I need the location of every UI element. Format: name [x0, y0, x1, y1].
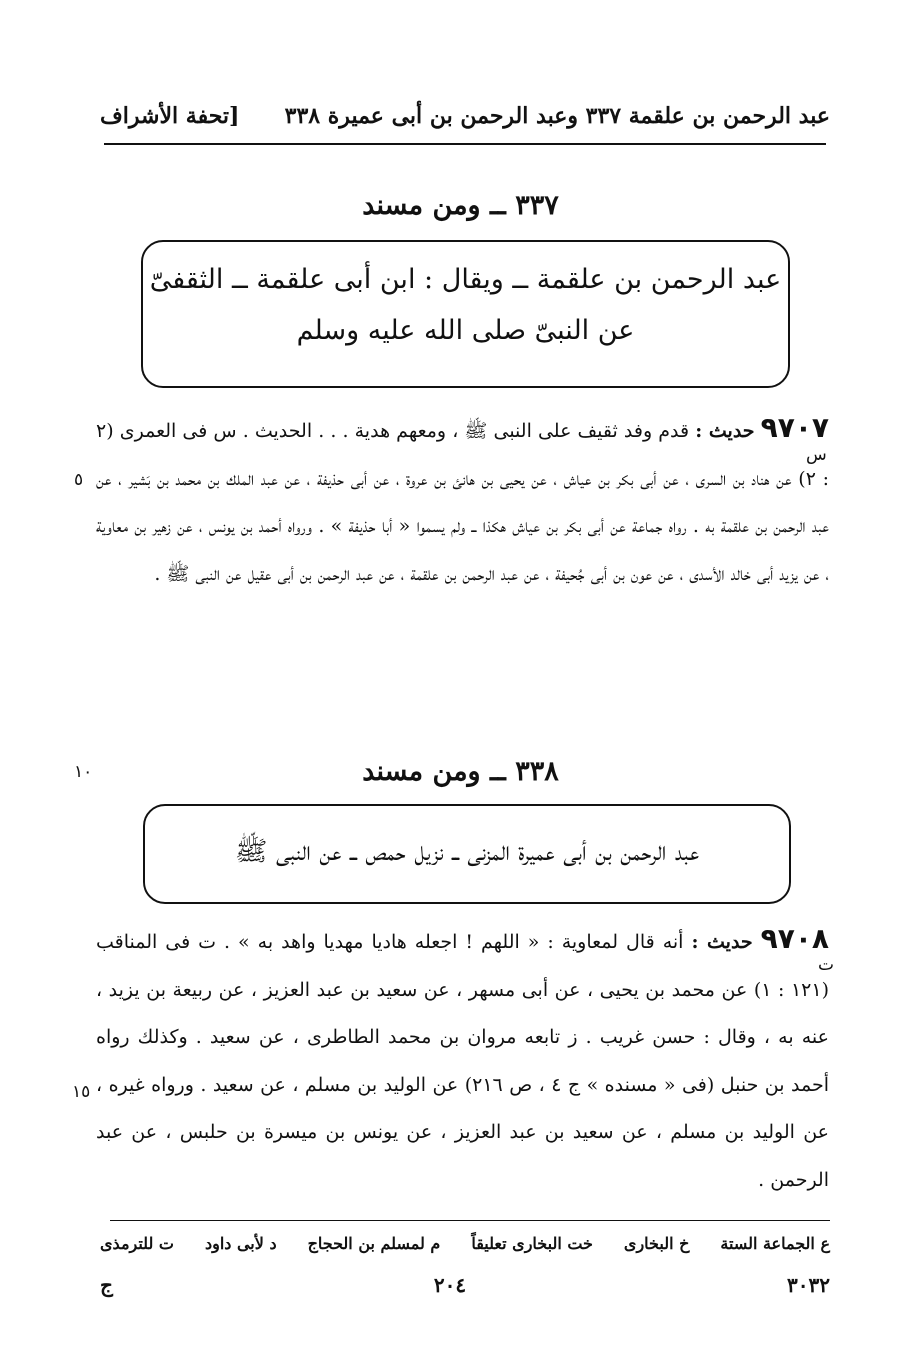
section-337-name-line-2: عن النبىّ صلى الله عليه وسلم — [296, 315, 635, 346]
siglum-ta: ت للترمذى — [100, 1234, 174, 1253]
hadith-9707-label: حديث : — [695, 420, 755, 442]
section-337-name-line-1: عبد الرحمن بن علقمة ــ ويقال : ابن أبى علقمة ــ الثقفىّ — [149, 264, 782, 295]
hadith-9708-number: ٩٧٠٨ — [760, 922, 830, 955]
siglum-kha: خ البخارى — [623, 1234, 690, 1253]
hadith-9707-text: قدم وفد ثقيف على النبى ﷺ ، ومعهم هدية . . . الحديث . س فى العمرى (٢ : ٢) عن هناد بن السرى ، عن أبى بكر بن عياش ، عن يحيى بن هانئ بن عروة ، عن أبى حذيفة ، عن عبد الملك بن محمد بن بَشير ، عن عبد الرحمن بن علقمة به . رواه جماعة عن أبى بكر بن عياش هكذا ــ ولم يسموا « أبا حذيفة » . ورواه أحمد بن يونس ، عن زهير بن معاوية ، عن يزيد أبى خالد الأسدى ، عن عون بن أبى جُحيفة ، عن عبد الرحمن بن علقمة ، عن عبد الرحمن بن أبى عقيل عن النبى ﷺ . — [96, 420, 829, 585]
section-338-name-box — [143, 804, 791, 904]
page-number: ٢٠٤ — [433, 1273, 467, 1297]
siglum-khat: خت البخارى تعليقاً — [471, 1234, 593, 1253]
hadith-9707 — [96, 404, 829, 598]
hadith-9708 — [96, 915, 829, 1204]
section-337-heading: ٣٣٧ ــ ومن مسند — [362, 190, 559, 221]
footnote-rule — [110, 1220, 830, 1221]
hadith-9708-margin-siglum: ت — [818, 955, 835, 975]
section-338-name-line-1: عبد الرحمن بن أبى عميرة المزنى ــ نزيل حمص ــ عن النبى ﷺ — [234, 836, 700, 867]
volume-index: ٣٠٣٢ — [787, 1273, 830, 1297]
line-marker-15: ١٥ — [72, 1082, 91, 1102]
hadith-9708-label: حديث : — [691, 931, 753, 953]
running-header — [100, 98, 830, 134]
hadith-9708-text: أنه قال لمعاوية : « اللهم ! اجعله هاديا مهديا واهد به » . ت فى المناقب (١٢١ : ١) عن محمد بن يحيى ، عن أبى مسهر ، عن سعيد بن عبد العزيز ، عن ربيعة بن يزيد ، عنه به ، وقال : حسن غريب . ز تابعه مروان بن محمد الطاطرى ، عن سعيد . وكذلك رواه أحمد بن حنبل (فى « مسنده » ج ٤ ، ص ٢١٦) عن الوليد بن مسلم ، عن سعيد . ورواه غيره ، عن الوليد بن مسلم ، عن سعيد بن عبد العزيز ، عن يونس بن ميسرة بن حلبس ، عن عبد الرحمن . — [96, 931, 829, 1191]
siglum-mim: م لمسلم بن الحجاج — [307, 1234, 441, 1253]
hadith-9707-margin-siglum: س — [806, 445, 827, 465]
sigla-legend — [100, 1234, 830, 1253]
header-rule — [104, 143, 826, 145]
page-footer — [100, 1273, 830, 1297]
hadith-9707-number: ٩٧٠٧ — [760, 411, 830, 444]
siglum-ayn: ع الجماعة الستة — [720, 1234, 830, 1253]
line-marker-10: ١٠ — [74, 762, 93, 782]
line-marker-5: ٥ — [74, 470, 84, 490]
header-title-right: عبد الرحمن بن علقمة ٣٣٧ وعبد الرحمن بن أبى عميرة ٣٣٨ — [284, 103, 830, 129]
section-338-heading: ٣٣٨ ــ ومن مسند — [362, 756, 559, 787]
signature-mark: ج — [100, 1273, 113, 1297]
header-title-left: [تحفة الأشراف — [100, 103, 240, 129]
siglum-dal: د لأبى داود — [204, 1234, 277, 1253]
section-337-name-box — [141, 240, 790, 388]
